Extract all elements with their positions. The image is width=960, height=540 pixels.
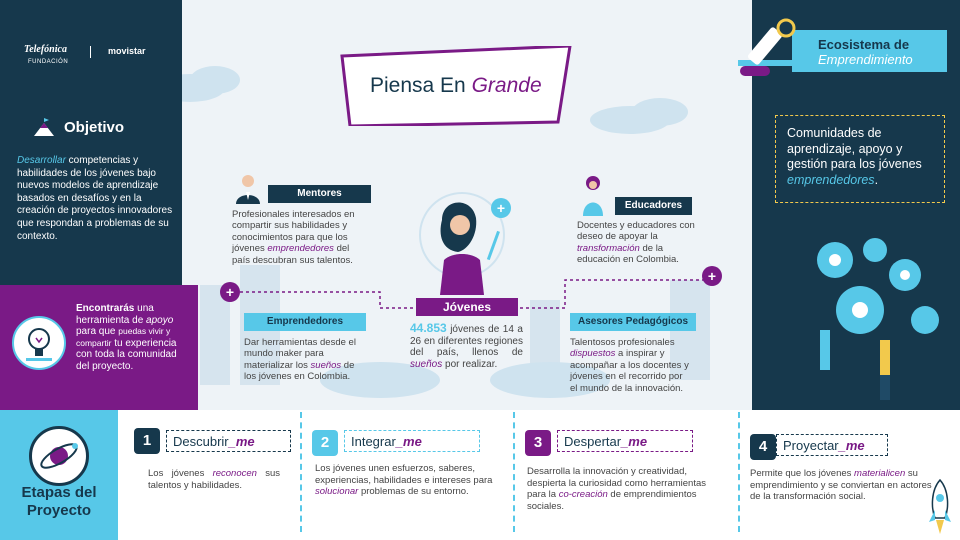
stage-3-hl: co-creación <box>558 489 608 501</box>
stage-4-title-me: _me <box>838 438 865 453</box>
stage-2-number: 2 <box>312 430 338 456</box>
stage-4-title <box>776 434 888 456</box>
stage-4-text <box>750 468 935 503</box>
emprendedores-hl: sueños <box>310 359 342 371</box>
encontraras-t3: tu experiencia con toda la comunidad del proyecto. <box>76 337 177 372</box>
stage-2-title <box>344 430 480 452</box>
title-part1: Piensa En <box>370 74 472 97</box>
jovenes-hl: sueños <box>410 358 443 370</box>
ecosistema-text-body: Comunidades de aprendizaje, apoyo y gestión para los jóvenes <box>787 126 922 172</box>
encontraras-hl: apoyo <box>146 314 174 326</box>
stage-4-hl: materialicen <box>854 468 906 479</box>
emprendedores-label: Emprendedores <box>244 313 366 331</box>
stage-1-hl: reconocen <box>212 468 257 479</box>
encontraras-text <box>76 303 180 373</box>
lightbulb-icon <box>14 318 64 368</box>
title-part2: Grande <box>471 74 542 97</box>
stage-3-text <box>527 466 727 512</box>
asesores-label: Asesores Pedagógicos <box>570 313 696 331</box>
stage-3-t2: de emprendimientos sociales. <box>527 489 697 512</box>
asesores-t1: Talentosos profesionales <box>570 337 675 348</box>
orbit-planet-icon <box>32 429 86 483</box>
stage-4-t2: su emprendimiento y se conviertan en actores de la transformación social. <box>750 468 932 503</box>
stage-divider <box>300 412 302 532</box>
stage-3-number: 3 <box>525 430 551 456</box>
jovenes-count: 44.853 <box>410 321 447 335</box>
objetivo-title: Objetivo <box>64 119 125 136</box>
stage-1-title-text: Descubrir <box>173 434 229 449</box>
mentor-person-icon <box>232 172 264 204</box>
emprendedores-t2: de los jóvenes en Colombia. <box>244 359 355 383</box>
stage-divider <box>513 412 515 532</box>
etapas-title <box>0 484 118 520</box>
etapas-title-line2: Proyecto <box>26 502 92 519</box>
asesores-text <box>570 337 692 394</box>
stage-1-text <box>148 468 280 491</box>
encontraras-t2: para que <box>76 326 119 338</box>
mentores-t2: del país descubran sus talentos. <box>232 243 353 266</box>
emprendedores-t1: Dar herramientas desde el mundo maker para materializar los <box>244 337 356 371</box>
educadores-t2: de la educación en Colombia. <box>577 242 679 266</box>
stage-4-title-text: Proyectar <box>783 438 839 453</box>
stage-3-title <box>557 430 693 452</box>
encontraras-bold: Encontrarás <box>76 303 135 314</box>
fundacion-text: FUNDACIÓN <box>28 59 69 65</box>
ecosistema-subtitle: Emprendimiento <box>818 52 913 67</box>
encontraras-t1: una herramienta de <box>76 303 154 326</box>
bulb-circle <box>12 316 66 370</box>
mentores-text <box>232 209 362 266</box>
educator-person-icon <box>580 174 606 216</box>
educadores-label: Educadores <box>615 197 692 215</box>
jovenes-t2: por realizar. <box>442 358 498 370</box>
rocket-icon <box>925 478 955 536</box>
stage-1-title-me: _me <box>228 434 255 449</box>
ecosistema-text <box>787 126 937 188</box>
emprendedores-text <box>244 337 368 383</box>
telefonica-logo-text: Telefónica <box>24 44 67 55</box>
asesores-hl: dispuestos <box>570 348 616 360</box>
jovenes-t1: jóvenes de 14 a 26 en diferentes regiones del país, llenos de <box>410 324 523 359</box>
plus-icon-asesores[interactable]: + <box>702 266 722 286</box>
stage-1-t1: Los jóvenes <box>148 468 213 479</box>
brand-separator <box>90 46 91 58</box>
plus-icon-jovenes[interactable]: + <box>491 198 511 218</box>
gears-people-illustration <box>805 230 955 405</box>
educadores-text <box>577 220 699 266</box>
asesores-t2: a inspirar y acompañar a los docentes y jóvenes en el recorrido por el mundo de la innovación. <box>570 348 689 394</box>
etapas-circle <box>29 426 89 486</box>
stage-2-t1: Los jóvenes unen esfuerzos, saberes, experiencias, habilidades e intereses para <box>315 463 493 486</box>
page-title <box>370 74 542 98</box>
plus-icon-emprendedores[interactable]: + <box>220 282 240 302</box>
objetivo-highlight: Desarrollar <box>17 155 66 166</box>
etapas-title-line1: Etapas del <box>21 484 97 501</box>
encontraras-small: puedas vivir y compartir <box>76 326 171 348</box>
mountain-flag-icon <box>33 118 55 138</box>
educadores-t1: Docentes y educadores con deseo de apoyar la <box>577 220 695 243</box>
mentores-label: Mentores <box>268 185 371 203</box>
stage-1-t2: sus talentos y habilidades. <box>148 468 280 491</box>
movistar-logo-text: movistar <box>108 46 146 56</box>
educadores-hl: transformación <box>577 242 640 254</box>
mentores-hl: emprendedores <box>267 243 334 255</box>
stage-1-title <box>166 430 291 452</box>
stage-2-text <box>315 463 505 498</box>
objetivo-text <box>17 155 177 243</box>
stage-2-title-text: Integrar <box>351 434 396 449</box>
ecosistema-text-hl: emprendedores <box>787 172 875 187</box>
stage-1-number: 1 <box>134 428 160 454</box>
jovenes-text <box>410 323 523 370</box>
ecosistema-title: Ecosistema de <box>818 37 910 52</box>
ecosistema-text-end: . <box>874 172 879 187</box>
stage-3-t1: Desarrolla la innovación y creatividad, despierta la curiosidad como herramientas para la <box>527 466 707 501</box>
jovenes-label: Jóvenes <box>416 298 518 316</box>
stage-3-title-text: Despertar <box>564 434 622 449</box>
stage-4-t1: Permite que los jóvenes <box>750 468 855 479</box>
stage-3-title-me: _me <box>621 434 648 449</box>
objetivo-body: competencias y habilidades de los jóvenes bajo nuevos modelos de aprendizaje basados en desafíos y en la creación de proyectos innovadores que respondan a problemas de su contexto. <box>17 155 173 242</box>
brand-logo <box>20 44 170 74</box>
stage-2-hl: solucionar <box>315 486 359 498</box>
stage-2-t2: problemas de su entorno. <box>358 486 469 498</box>
microscope-icon <box>738 8 812 80</box>
stage-divider <box>738 412 740 532</box>
mentores-t1: Profesionales interesados en compartir sus habilidades y conocimientos para que los jóvenes <box>232 209 355 255</box>
stage-2-title-me: _me <box>395 434 422 449</box>
stage-4-number: 4 <box>750 434 776 460</box>
